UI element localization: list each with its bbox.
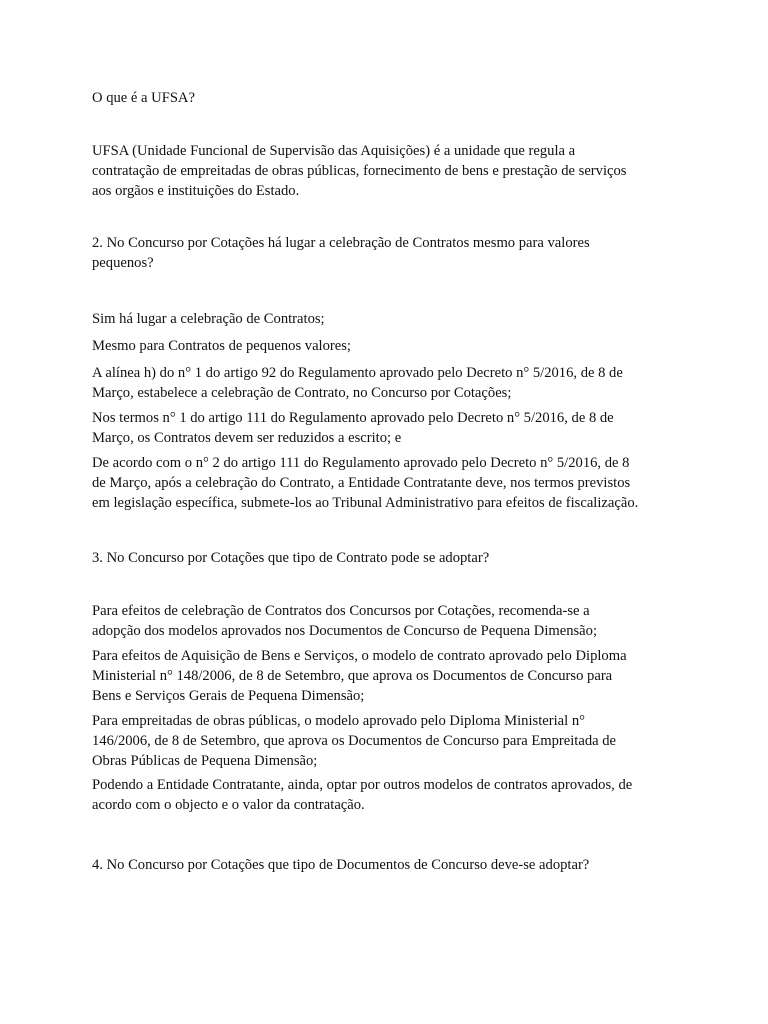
text-line: aos orgãos e instituições do Estado. (92, 183, 300, 199)
text-line: em legislação específica, submete-los ao Tribunal Administrativo para efeitos de fiscalização. (92, 495, 639, 511)
text-line: A alínea h) do n° 1 do artigo 92 do Regulamento aprovado pelo Decreto n° 5/2016, de 8 de (92, 365, 623, 381)
answer-3-item-1 (92, 601, 682, 641)
text-line: 2. No Concurso por Cotações há lugar a celebração de Contratos mesmo para valores (92, 235, 590, 251)
text-line: acordo com o objecto e o valor da contratação. (92, 797, 365, 813)
text-line: contratação de empreitadas de obras públicas, fornecimento de bens e prestação de serviços (92, 163, 627, 179)
answer-3-item-2 (92, 646, 682, 706)
text-line: Mesmo para Contratos de pequenos valores; (92, 338, 351, 354)
text-line: Março, os Contratos devem ser reduzidos a escrito; e (92, 430, 402, 446)
text-line: O que é a UFSA? (92, 90, 195, 106)
text-line: Para empreitadas de obras públicas, o modelo aprovado pelo Diploma Ministerial n° (92, 713, 585, 729)
answer-2-item-5 (92, 453, 682, 513)
text-line: pequenos? (92, 255, 154, 271)
text-line: UFSA (Unidade Funcional de Supervisão das Aquisições) é a unidade que regula a (92, 143, 576, 159)
answer-3-item-4 (92, 775, 682, 815)
text-line: Sim há lugar a celebração de Contratos; (92, 311, 325, 327)
answer-2-item-2 (92, 336, 682, 356)
text-line: Para efeitos de Aquisição de Bens e Serviços, o modelo de contrato aprovado pelo Diploma (92, 648, 627, 664)
text-line: adopção dos modelos aprovados nos Documentos de Concurso de Pequena Dimensão; (92, 623, 598, 639)
heading-what-is-ufsa (92, 88, 682, 108)
text-line: Obras Públicas de Pequena Dimensão; (92, 753, 318, 769)
text-line: Para efeitos de celebração de Contratos dos Concursos por Cotações, recomenda-se a (92, 603, 590, 619)
question-4 (92, 855, 682, 875)
text-line: Ministerial n° 148/2006, de 8 de Setembro, que aprova os Documentos de Concurso para (92, 668, 613, 684)
text-line: De acordo com o n° 2 do artigo 111 do Regulamento aprovado pelo Decreto n° 5/2016, de 8 (92, 455, 630, 471)
text-line: 3. No Concurso por Cotações que tipo de Contrato pode se adoptar? (92, 550, 490, 566)
text-line: Março, estabelece a celebração de Contrato, no Concurso por Cotações; (92, 385, 512, 401)
answer-2-item-4 (92, 408, 682, 448)
text-line: 146/2006, de 8 de Setembro, que aprova os Documentos de Concurso para Empreitada de (92, 733, 617, 749)
question-2 (92, 233, 682, 273)
text-line: Nos termos n° 1 do artigo 111 do Regulamento aprovado pelo Decreto n° 5/2016, de 8 de (92, 410, 614, 426)
answer-2-item-1 (92, 309, 682, 329)
question-3 (92, 548, 682, 568)
answer-2-item-3 (92, 363, 682, 403)
paragraph-ufsa-definition (92, 141, 682, 201)
text-line: de Março, após a celebração do Contrato, a Entidade Contratante deve, nos termos previstos (92, 475, 631, 491)
text-line: Bens e Serviços Gerais de Pequena Dimensão; (92, 688, 365, 704)
answer-3-item-3 (92, 711, 682, 771)
text-line: 4. No Concurso por Cotações que tipo de Documentos de Concurso deve-se adoptar? (92, 857, 590, 873)
text-line: Podendo a Entidade Contratante, ainda, optar por outros modelos de contratos aprovados, de (92, 777, 633, 793)
